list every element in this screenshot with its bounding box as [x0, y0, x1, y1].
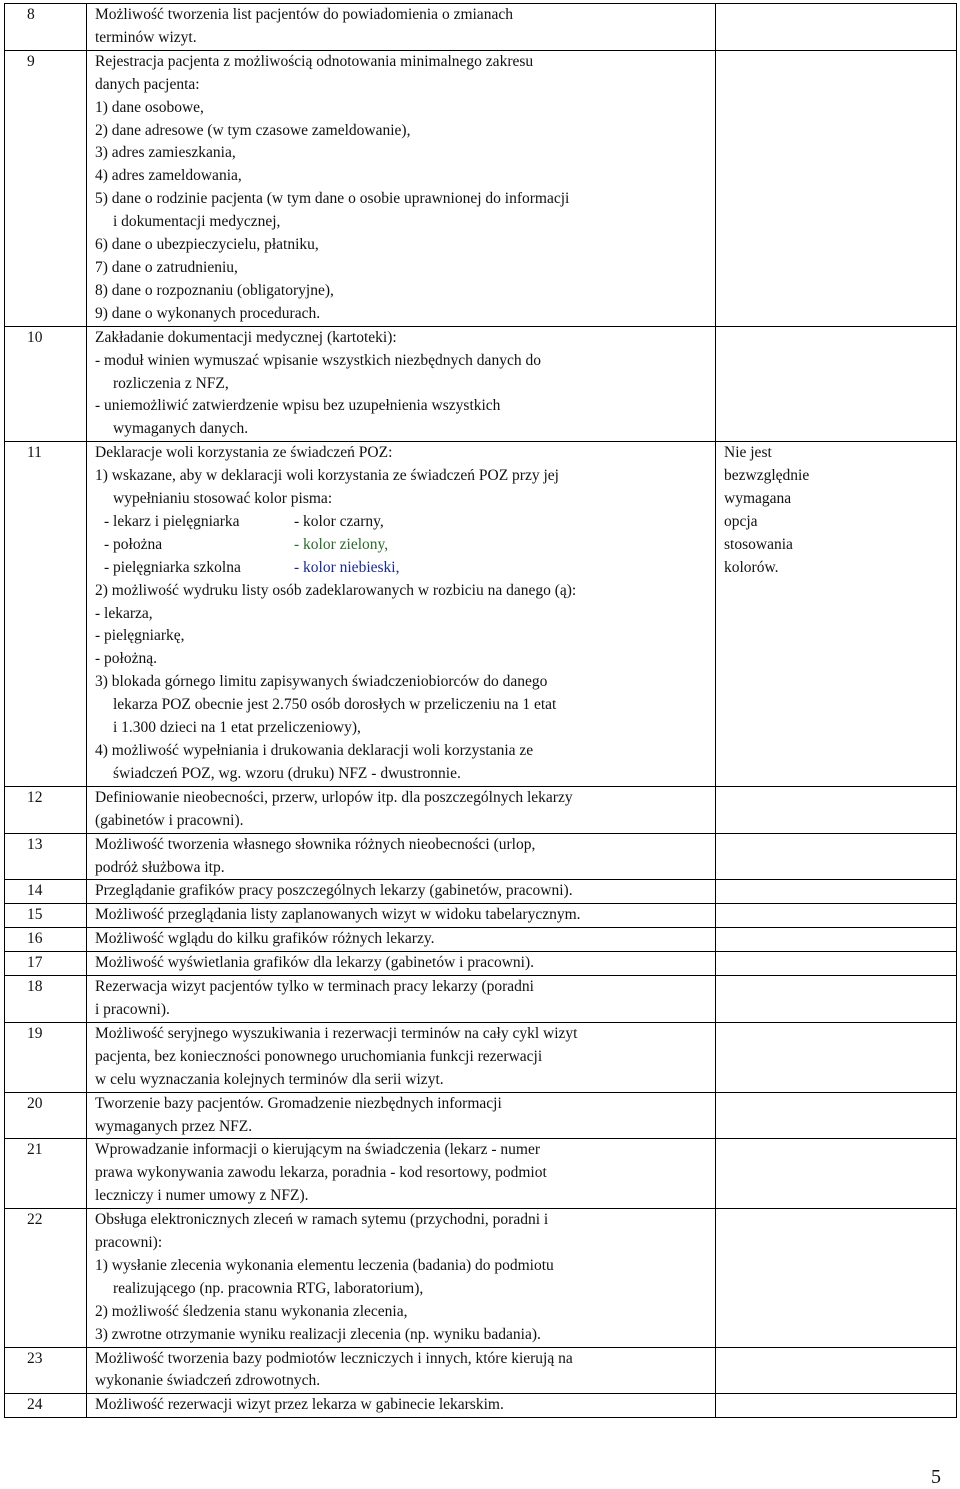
desc-line: Rejestracja pacjenta z możliwością odnotowania minimalnego zakresu	[95, 52, 534, 70]
desc-line: i 1.300 dzieci na 1 etat przeliczeniowy),	[113, 719, 361, 737]
note-line: kolorów.	[724, 558, 779, 576]
desc-line: 5) dane o rodzinie pacjenta (w tym dane o osobie uprawnionej do informacji	[95, 190, 570, 208]
requirements-table	[4, 3, 957, 1418]
row-note	[716, 326, 957, 442]
row-number: 8	[5, 4, 87, 51]
desc-line: 2) możliwość wydruku listy osób zadeklarowanych w rozbiciu na danego (ą):	[95, 581, 577, 599]
desc-line: - uniemożliwić zatwierdzenie wpisu bez uzupełnienia wszystkich	[95, 397, 501, 415]
row-description	[87, 326, 716, 442]
table-row	[5, 1092, 957, 1139]
row-note	[716, 904, 957, 928]
row-note	[716, 50, 957, 326]
desc-line: Obsługa elektronicznych zleceń w ramach sytemu (przychodni, poradni i	[95, 1211, 549, 1229]
row-note	[716, 880, 957, 904]
row-description	[87, 833, 716, 880]
row-note	[716, 786, 957, 833]
row-number: 15	[5, 904, 87, 928]
desc-line: pacjenta, bez konieczności ponownego uruchomiania funkcji rezerwacji	[95, 1047, 543, 1065]
desc-line: leczniczy i numer umowy z NFZ).	[95, 1187, 309, 1205]
colour-rule-person: - położna	[104, 535, 163, 553]
table-row	[5, 4, 957, 51]
desc-line: 3) blokada górnego limitu zapisywanych świadczeniobiorców do danego	[95, 673, 548, 691]
desc-line: wymaganych danych.	[113, 420, 249, 438]
row-number: 10	[5, 326, 87, 442]
table-row	[5, 928, 957, 952]
desc-line: lekarza POZ obecnie jest 2.750 osób dorosłych w przeliczeniu na 1 etat	[113, 696, 557, 714]
desc-line: Możliwość seryjnego wyszukiwania i rezerwacji terminów na cały cykl wizyt	[95, 1024, 578, 1042]
row-description	[87, 1347, 716, 1394]
row-description	[87, 952, 716, 976]
table-row	[5, 1394, 957, 1418]
row-note	[716, 1209, 957, 1347]
row-number: 18	[5, 976, 87, 1023]
desc-line: 2) dane adresowe (w tym czasowe zameldowanie),	[95, 121, 411, 139]
table-row	[5, 1022, 957, 1092]
desc-line: 8) dane o rozpoznaniu (obligatoryjne),	[95, 281, 334, 299]
table-row	[5, 50, 957, 326]
desc-line: 9) dane o wykonanych procedurach.	[95, 304, 321, 322]
row-description	[87, 786, 716, 833]
desc-line: 3) adres zamieszkania,	[95, 144, 236, 162]
row-number: 20	[5, 1092, 87, 1139]
note-line: bezwzględnie	[724, 467, 810, 485]
colour-rule-person: - pielęgniarka szkolna	[104, 558, 241, 576]
page-number: 5	[931, 1466, 941, 1488]
row-number: 24	[5, 1394, 87, 1418]
row-number: 12	[5, 786, 87, 833]
table-row	[5, 976, 957, 1023]
desc-line: 1) wskazane, aby w deklaracji woli korzystania ze świadczeń POZ przy jej	[95, 467, 559, 485]
row-number: 23	[5, 1347, 87, 1394]
table-row	[5, 326, 957, 442]
row-number: 17	[5, 952, 87, 976]
table-row	[5, 880, 957, 904]
desc-line: Przeglądanie grafików pracy poszczególnych lekarzy (gabinetów, pracowni).	[95, 882, 573, 900]
desc-line: - pielęgniarkę,	[95, 627, 185, 645]
desc-line: Deklaracje woli korzystania ze świadczeń POZ:	[95, 444, 393, 462]
desc-line: 7) dane o zatrudnieniu,	[95, 258, 238, 276]
row-note	[716, 1092, 957, 1139]
row-note	[716, 1347, 957, 1394]
row-description	[87, 1394, 716, 1418]
table-row	[5, 442, 957, 787]
desc-line: 3) zwrotne otrzymanie wyniku realizacji zlecenia (np. wyniku badania).	[95, 1325, 541, 1343]
desc-line: wymaganych przez NFZ.	[95, 1117, 253, 1135]
desc-line: Zakładanie dokumentacji medycznej (kartoteki):	[95, 328, 397, 346]
desc-line: 6) dane o ubezpieczycielu, płatniku,	[95, 236, 319, 254]
desc-line: Tworzenie bazy pacjentów. Gromadzenie niezbędnych informacji	[95, 1094, 502, 1112]
desc-line: danych pacjenta:	[95, 75, 200, 93]
desc-line: 4) możliwość wypełniania i drukowania deklaracji woli korzystania ze	[95, 742, 534, 759]
desc-line: świadczeń POZ, wg. wzoru (druku) NFZ - dwustronnie.	[113, 764, 461, 782]
row-description	[87, 1022, 716, 1092]
row-description	[87, 1139, 716, 1209]
desc-line: prawa wykonywania zawodu lekarza, poradnia - kod resortowy, podmiot	[95, 1164, 547, 1182]
desc-line: terminów wizyt.	[95, 28, 197, 46]
row-description	[87, 4, 716, 51]
table-row	[5, 952, 957, 976]
desc-line: Wprowadzanie informacji o kierującym na świadczenia (lekarz - numer	[95, 1141, 540, 1159]
desc-line: Możliwość tworzenia własnego słownika różnych nieobecności (urlop,	[95, 835, 536, 853]
row-description	[87, 1092, 716, 1139]
colour-rule-colour: - kolor niebieski,	[294, 558, 400, 576]
row-description	[87, 50, 716, 326]
desc-line: wykonanie świadczeń zdrowotnych.	[95, 1372, 321, 1390]
note-line: stosowania	[724, 535, 793, 553]
desc-line: Możliwość tworzenia list pacjentów do powiadomienia o zmianach	[95, 6, 513, 23]
row-description	[87, 1209, 716, 1347]
desc-line: (gabinetów i pracowni).	[95, 811, 244, 829]
row-note	[716, 976, 957, 1023]
table-row	[5, 904, 957, 928]
desc-line: - położną.	[95, 650, 157, 668]
row-note	[716, 442, 957, 787]
table-row	[5, 1347, 957, 1394]
desc-line: Możliwość wyświetlania grafików dla lekarzy (gabinetów i pracowni).	[95, 954, 535, 972]
row-note	[716, 4, 957, 51]
colour-rule-colour: - kolor czarny,	[294, 512, 384, 530]
row-number: 14	[5, 880, 87, 904]
desc-line: podróż służbowa itp.	[95, 858, 225, 876]
desc-line: - lekarza,	[95, 604, 153, 622]
note-line: opcja	[724, 512, 758, 530]
colour-rule-person: - lekarz i pielęgniarka	[104, 512, 240, 530]
desc-line: wypełnianiu stosować kolor pisma:	[113, 490, 333, 508]
note-line: Nie jest	[724, 444, 772, 462]
row-note	[716, 833, 957, 880]
row-number: 9	[5, 50, 87, 326]
colour-rule-school-nurse	[95, 557, 713, 580]
colour-rule-colour: - kolor zielony,	[294, 535, 389, 553]
table-row	[5, 786, 957, 833]
row-number: 11	[5, 442, 87, 787]
table-row	[5, 1209, 957, 1347]
desc-line: 2) możliwość śledzenia stanu wykonania zlecenia,	[95, 1302, 408, 1320]
desc-line: realizującego (np. pracownia RTG, laboratorium),	[113, 1279, 424, 1297]
colour-rule-midwife	[95, 534, 713, 557]
desc-line: w celu wyznaczania kolejnych terminów dla serii wizyt.	[95, 1070, 444, 1088]
row-description	[87, 880, 716, 904]
row-number: 19	[5, 1022, 87, 1092]
desc-line: Definiowanie nieobecności, przerw, urlopów itp. dla poszczególnych lekarzy	[95, 788, 573, 806]
row-note	[716, 952, 957, 976]
desc-line: pracowni):	[95, 1234, 163, 1252]
row-description	[87, 976, 716, 1023]
desc-line: 4) adres zameldowania,	[95, 167, 242, 185]
row-number: 13	[5, 833, 87, 880]
note-line: wymagana	[724, 490, 792, 508]
colour-rule-doctor	[95, 511, 713, 534]
desc-line: i dokumentacji medycznej,	[113, 213, 281, 231]
desc-line: Możliwość rezerwacji wizyt przez lekarza w gabinecie lekarskim.	[95, 1396, 504, 1414]
row-note	[716, 1139, 957, 1209]
row-note	[716, 1022, 957, 1092]
row-description	[87, 442, 716, 787]
row-number: 21	[5, 1139, 87, 1209]
table-row	[5, 1139, 957, 1209]
desc-line: Możliwość tworzenia bazy podmiotów leczniczych i innych, które kierują na	[95, 1349, 573, 1367]
table-row	[5, 833, 957, 880]
row-description	[87, 904, 716, 928]
desc-line: rozliczenia z NFZ,	[113, 374, 229, 392]
desc-line: Możliwość przeglądania listy zaplanowanych wizyt w widoku tabelarycznym.	[95, 906, 581, 924]
desc-line: 1) dane osobowe,	[95, 98, 204, 116]
desc-line: i pracowni).	[95, 1000, 170, 1018]
desc-line: - moduł winien wymuszać wpisanie wszystkich niezbędnych danych do	[95, 351, 541, 369]
row-description	[87, 928, 716, 952]
row-note	[716, 1394, 957, 1418]
row-note	[716, 928, 957, 952]
row-number: 22	[5, 1209, 87, 1347]
desc-line: Rezerwacja wizyt pacjentów tylko w terminach pracy lekarzy (poradni	[95, 978, 534, 996]
row-number: 16	[5, 928, 87, 952]
desc-line: Możliwość wglądu do kilku grafików różnych lekarzy.	[95, 930, 435, 948]
desc-line: 1) wysłanie zlecenia wykonania elementu leczenia (badania) do podmiotu	[95, 1256, 554, 1274]
